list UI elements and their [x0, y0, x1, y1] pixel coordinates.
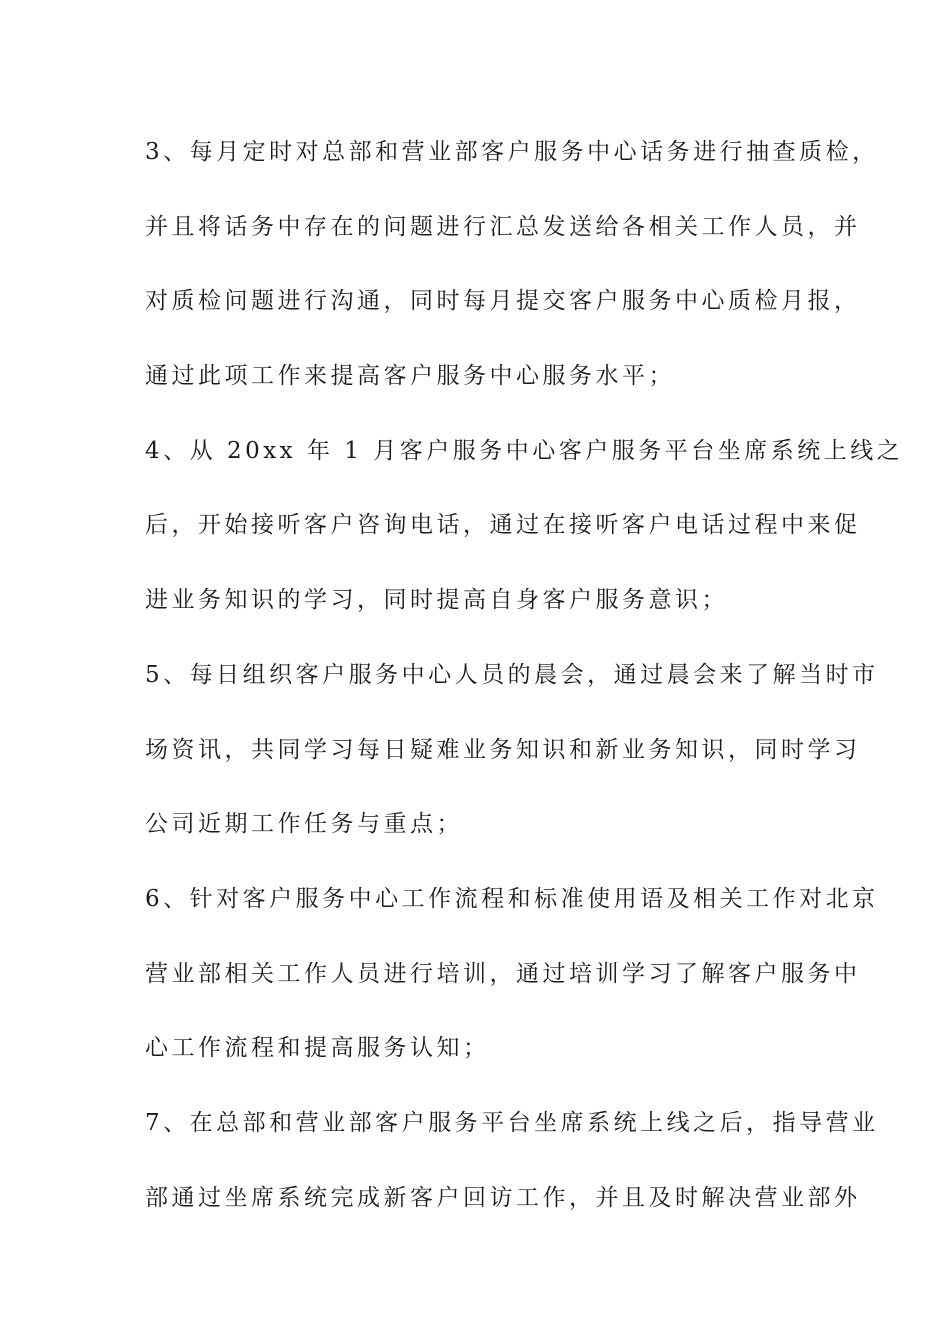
text-line: 后，开始接听客户咨询电话，通过在接听客户电话过程中来促: [145, 512, 861, 539]
text-line: 心工作流程和提高服务认知；: [145, 1035, 490, 1062]
text-line: 7、在总部和营业部客户服务平台坐席系统上线之后，指导营业: [145, 1109, 879, 1136]
text-line: 并且将话务中存在的问题进行汇总发送给各相关工作人员，并: [145, 213, 861, 240]
text-line: 通过此项工作来提高客户服务中心服务水平；: [145, 363, 675, 390]
text-line: 6、针对客户服务中心工作流程和标准使用语及相关工作对北京: [145, 885, 879, 912]
text-line: 公司近期工作任务与重点；: [145, 811, 463, 838]
text-line: 4、从 20xx 年 1 月客户服务中心客户服务平台坐席系统上线之: [145, 437, 904, 464]
text-line: 部通过坐席系统完成新客户回访工作，并且及时解决营业部外: [145, 1184, 861, 1211]
document-body: [145, 130, 904, 1250]
text-line: 营业部相关工作人员进行培训，通过培训学习了解客户服务中: [145, 960, 861, 987]
text-line: 对质检问题进行沟通，同时每月提交客户服务中心质检月报，: [145, 288, 861, 315]
text-line: 5、每日组织客户服务中心人员的晨会，通过晨会来了解当时市: [145, 661, 879, 688]
text-line: 进业务知识的学习，同时提高自身客户服务意识；: [145, 587, 728, 614]
text-line: 3、每月定时对总部和营业部客户服务中心话务进行抽查质检，: [145, 139, 879, 165]
text-line: 场资讯，共同学习每日疑难业务知识和新业务知识，同时学习: [145, 736, 861, 763]
